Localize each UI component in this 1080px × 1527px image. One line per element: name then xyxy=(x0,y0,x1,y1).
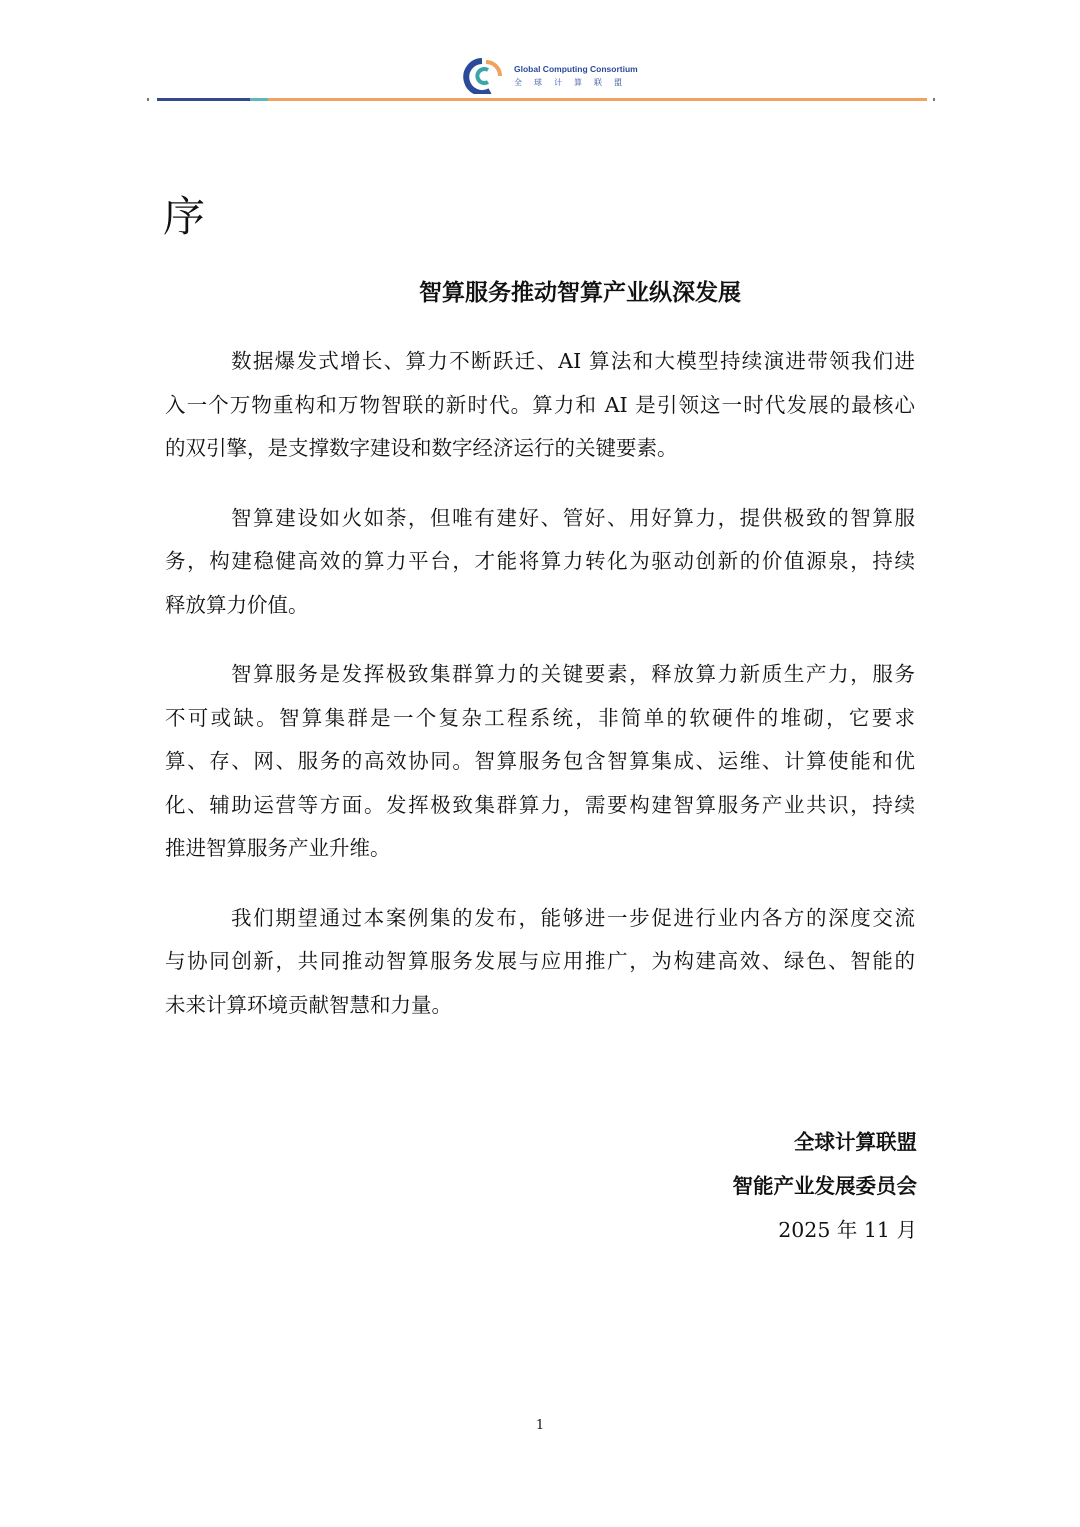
paragraph-line: 智算服务是发挥极致集群算力的关键要素，释放算力新质生产力，服务 xyxy=(231,662,915,686)
paragraph-line: 智算建设如火如荼，但唯有建好、管好、用好算力，提供极致的智算服 xyxy=(231,505,915,530)
logo-chinese-name: 全球计算联盟 xyxy=(514,78,634,87)
logo xyxy=(460,58,638,94)
signature-date: 2025 年 11 月 xyxy=(778,1218,917,1242)
header-rule-orange xyxy=(268,98,927,101)
paragraph-line: 不可或缺。智算集群是一个复杂工程系统，非简单的软硬件的堆砌，它要求 xyxy=(165,705,915,730)
paragraph xyxy=(165,897,915,1028)
paragraph-line: 与协同创新，共同推动智算服务发展与应用推广，为构建高效、绿色、智能的 xyxy=(165,949,915,973)
rule-dot-right xyxy=(933,98,935,101)
paragraph-line: 释放算力价值。 xyxy=(165,592,309,617)
paragraph-line: 算、存、网、服务的高效协同。智算服务包含智算集成、运维、计算使能和优 xyxy=(165,749,915,773)
signature xyxy=(733,1120,918,1252)
paragraph-line: 务，构建稳健高效的算力平台，才能将算力转化为驱动创新的价值源泉，持续 xyxy=(165,549,915,573)
paragraph-line: 的双引擎，是支撑数字建设和数字经济运行的关键要素。 xyxy=(165,436,678,460)
signature-org: 全球计算联盟 xyxy=(794,1130,917,1154)
paragraph-line: 我们期望通过本案例集的发布，能够进一步促进行业内各方的深度交流 xyxy=(231,905,915,930)
header-rule-teal xyxy=(250,98,268,101)
paragraph-line: 推进智算服务产业升维。 xyxy=(165,836,391,860)
section-heading: 序 xyxy=(163,192,206,241)
paragraph-line: 未来计算环境贡献智慧和力量。 xyxy=(165,992,452,1017)
header-rule-blue xyxy=(157,98,250,101)
preface-body xyxy=(165,340,915,1053)
preface-title: 智算服务推动智算产业纵深发展 xyxy=(419,280,741,306)
paragraph-line: 入一个万物重构和万物智联的新时代。算力和 AI 是引领这一时代发展的最核心 xyxy=(165,392,915,417)
paragraph-line: 化、辅助运营等方面。发挥极致集群算力，需要构建智算服务产业共识，持续 xyxy=(165,792,915,817)
consortium-logo-icon xyxy=(460,58,506,94)
logo-english-name: Global Computing Consortium xyxy=(514,64,638,74)
rule-dot-left xyxy=(147,98,149,101)
paragraph xyxy=(165,340,915,471)
paragraph xyxy=(165,653,915,871)
signature-committee: 智能产业发展委员会 xyxy=(732,1174,917,1198)
paragraph-line: 数据爆发式增长、算力不断跃迁、AI 算法和大模型持续演进带领我们进 xyxy=(231,349,915,373)
paragraph xyxy=(165,497,915,628)
page-number: 1 xyxy=(535,1418,545,1433)
